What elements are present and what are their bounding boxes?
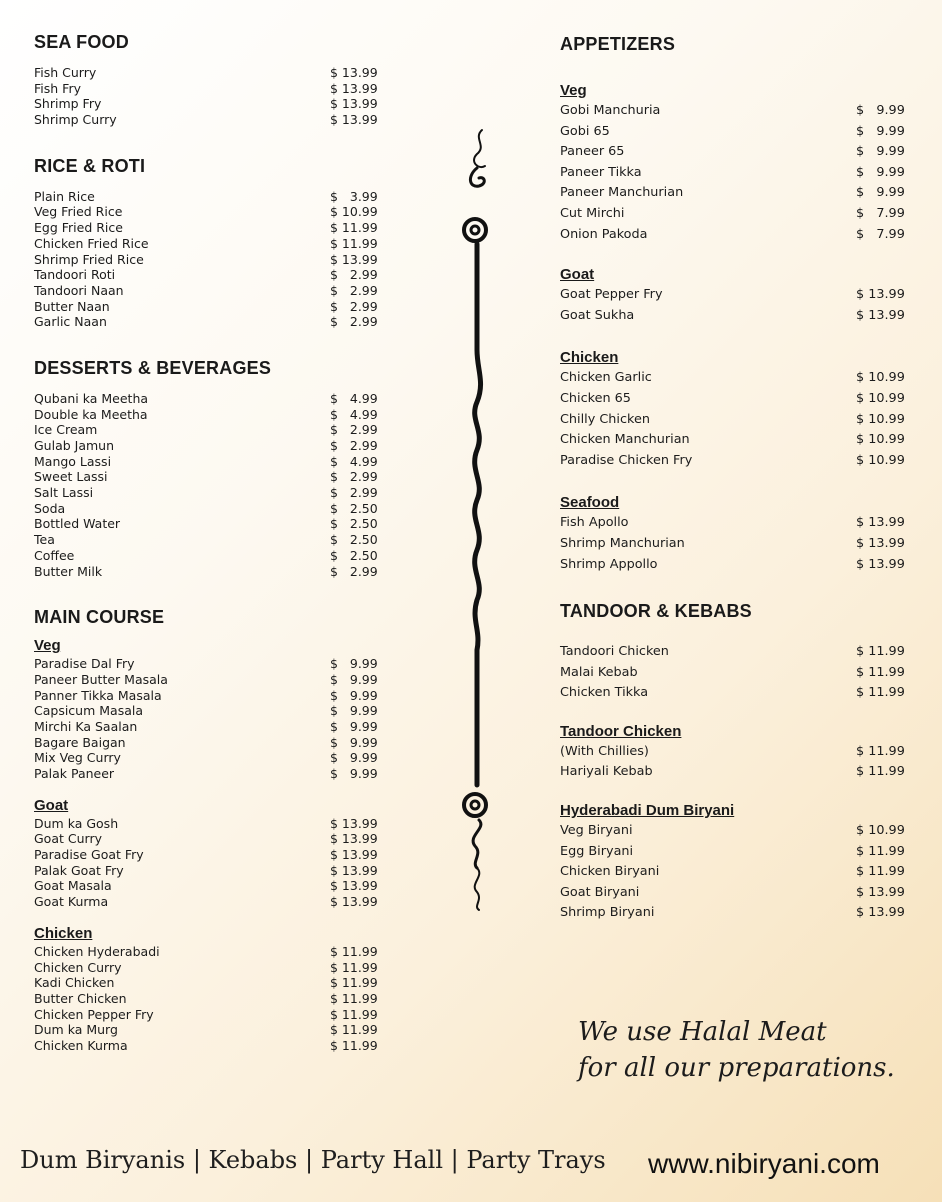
menu-item-name: Goat Kurma xyxy=(34,894,109,910)
menu-item-price: $ 13.99 xyxy=(856,905,905,921)
menu-item-name: Panner Tikka Masala xyxy=(34,687,162,703)
menu-item-price: $ 2.99 xyxy=(330,314,378,330)
menu-item-name: Mango Lassi xyxy=(34,453,112,469)
menu-item-name: Chicken Garlic xyxy=(560,370,652,386)
menu-item-name: Chilly Chicken xyxy=(560,411,650,427)
menu-item-price: $ 9.99 xyxy=(330,750,378,766)
menu-item-row xyxy=(560,534,912,555)
menu-item-name: Cut Mirchi xyxy=(560,205,625,221)
menu-item-name: Fish Fry xyxy=(34,80,81,96)
menu-item-row xyxy=(34,422,394,438)
menu-list-rice-roti xyxy=(34,189,394,330)
menu-item-row xyxy=(34,750,394,766)
menu-item-name: Chicken Biryani xyxy=(560,864,660,880)
menu-item-name: Tandoori Naan xyxy=(34,282,124,298)
subsection-title-app-veg: Veg xyxy=(560,82,587,99)
menu-item-name: Fish Curry xyxy=(34,65,97,80)
menu-item-price: $ 9.99 xyxy=(856,144,905,160)
menu-item-name: Paneer Manchurian xyxy=(560,185,684,201)
menu-item-price: $ 9.99 xyxy=(330,703,378,719)
menu-item-price: $ 10.99 xyxy=(330,204,378,220)
menu-item-name: Bagare Baigan xyxy=(34,734,126,750)
menu-item-name: Coffee xyxy=(34,547,75,563)
menu-item-price: $ 2.50 xyxy=(330,547,378,563)
menu-item-row xyxy=(34,438,394,454)
menu-list-biryani xyxy=(560,821,912,924)
menu-item-price: $ 13.99 xyxy=(330,65,378,80)
menu-item-name: Gobi Manchuria xyxy=(560,103,661,118)
menu-item-price: $ 11.99 xyxy=(330,235,378,251)
menu-item-row xyxy=(34,847,394,863)
menu-item-name: Fish Apollo xyxy=(560,515,629,531)
menu-item-price: $ 10.99 xyxy=(856,823,905,839)
menu-item-row xyxy=(34,501,394,517)
menu-item-row xyxy=(560,883,912,904)
menu-item-name: Garlic Naan xyxy=(34,314,107,330)
menu-item-name: Butter Chicken xyxy=(34,990,127,1006)
menu-item-row xyxy=(560,513,912,534)
menu-item-price: $ 9.99 xyxy=(856,164,905,180)
menu-item-name: Chicken Tikka xyxy=(560,685,649,701)
menu-item-row xyxy=(34,656,394,672)
menu-item-price: $ 13.99 xyxy=(330,831,378,847)
footer-tagline: Dum Biryanis | Kebabs | Party Hall | Party Trays xyxy=(20,1146,606,1174)
menu-item-price: $ 7.99 xyxy=(856,205,905,221)
menu-item-row xyxy=(560,451,912,472)
menu-item-name: Shrimp Manchurian xyxy=(560,535,685,551)
menu-item-price: $ 10.99 xyxy=(856,370,905,386)
section-title-desserts: DESSERTS & BEVERAGES xyxy=(34,357,272,378)
menu-item-price: $ 10.99 xyxy=(856,452,905,468)
menu-item-price: $ 13.99 xyxy=(856,884,905,900)
menu-item-price: $ 11.99 xyxy=(330,1037,378,1053)
menu-item-name: Goat Pepper Fry xyxy=(560,287,663,303)
menu-item-name: Dum ka Murg xyxy=(34,1022,118,1038)
menu-item-name: Gobi 65 xyxy=(560,123,610,139)
menu-item-name: Goat Curry xyxy=(34,831,102,847)
menu-item-row xyxy=(560,225,912,246)
menu-item-row xyxy=(34,735,394,751)
menu-item-price: $ 2.99 xyxy=(330,563,378,579)
section-title-appetizers: APPETIZERS xyxy=(560,34,676,54)
ornamental-divider-icon xyxy=(455,120,505,920)
menu-item-price: $ 13.99 xyxy=(330,96,378,112)
menu-item-price: $ 13.99 xyxy=(330,80,378,96)
menu-item-row xyxy=(34,894,394,910)
menu-item-name: Goat Masala xyxy=(34,878,112,894)
menu-item-row xyxy=(34,564,394,580)
menu-item-row xyxy=(560,204,912,225)
right-menu-column xyxy=(560,34,912,924)
menu-item-price: $ 4.99 xyxy=(330,406,378,422)
menu-item-price: $ 9.99 xyxy=(856,103,905,118)
halal-note-line2: for all our preparations. xyxy=(578,1053,895,1083)
menu-item-price: $ 10.99 xyxy=(856,432,905,448)
menu-list-main-chicken xyxy=(34,944,394,1054)
menu-item-name: Onion Pakoda xyxy=(560,226,648,242)
menu-list-desserts xyxy=(34,391,394,579)
menu-item-price: $ 9.99 xyxy=(330,766,378,781)
section-title-tandoor-kebabs: TANDOOR & KEBABS xyxy=(560,601,752,622)
menu-item-row xyxy=(34,96,394,112)
menu-item-row xyxy=(560,762,912,783)
menu-item-name: Chicken 65 xyxy=(560,390,631,406)
menu-item-row xyxy=(34,878,394,894)
menu-item-name: Goat Sukha xyxy=(560,307,635,323)
menu-item-price: $ 11.99 xyxy=(856,864,905,880)
menu-item-row xyxy=(34,991,394,1007)
menu-item-row xyxy=(34,469,394,485)
menu-item-price: $ 9.99 xyxy=(856,123,905,139)
menu-item-name: Shrimp Appollo xyxy=(560,556,658,572)
menu-item-row xyxy=(560,555,912,576)
menu-item-price: $ 10.99 xyxy=(856,411,905,427)
menu-item-name: Chicken Pepper Fry xyxy=(34,1006,154,1022)
subsection-title-main-goat: Goat xyxy=(34,796,69,814)
menu-item-row xyxy=(34,719,394,735)
menu-item-price: $ 11.99 xyxy=(330,220,378,236)
menu-item-row xyxy=(560,306,912,327)
menu-item-name: Shrimp Fried Rice xyxy=(34,251,144,267)
menu-item-name: Palak Goat Fry xyxy=(34,862,124,878)
menu-item-price: $ 2.50 xyxy=(330,532,378,548)
menu-item-row xyxy=(34,65,394,81)
menu-item-row xyxy=(34,1007,394,1023)
menu-item-price: $ 2.50 xyxy=(330,500,378,516)
halal-note xyxy=(578,1014,918,1086)
menu-item-name: Mix Veg Curry xyxy=(34,750,121,766)
menu-item-name: (With Chillies) xyxy=(560,743,649,759)
menu-item-price: $ 13.99 xyxy=(330,251,378,267)
menu-item-name: Chicken Hyderabadi xyxy=(34,943,160,959)
menu-item-name: Chicken Fried Rice xyxy=(34,235,149,251)
menu-item-name: Paneer 65 xyxy=(560,144,625,160)
menu-item-row xyxy=(34,532,394,548)
menu-item-name: Ice Cream xyxy=(34,422,98,438)
menu-item-name: Capsicum Masala xyxy=(34,703,144,719)
menu-item-price: $ 2.50 xyxy=(330,516,378,532)
menu-item-price: $ 9.99 xyxy=(330,718,378,734)
menu-item-price: $ 11.99 xyxy=(856,644,905,660)
menu-item-name: Egg Biryani xyxy=(560,843,634,859)
menu-item-name: Qubani ka Meetha xyxy=(34,390,149,406)
menu-item-name: Sweet Lassi xyxy=(34,469,108,485)
menu-item-row xyxy=(560,642,912,663)
menu-item-row xyxy=(34,960,394,976)
menu-list-app-seafood xyxy=(560,513,912,575)
menu-item-name: Malai Kebab xyxy=(560,664,638,680)
menu-item-row xyxy=(34,204,394,220)
menu-item-price: $ 9.99 xyxy=(330,656,378,672)
menu-item-price: $ 11.99 xyxy=(330,975,378,991)
menu-item-price: $ 13.99 xyxy=(856,307,905,323)
menu-item-row xyxy=(560,903,912,924)
menu-item-price: $ 2.99 xyxy=(330,298,378,314)
menu-item-row xyxy=(34,975,394,991)
menu-item-row xyxy=(34,252,394,268)
menu-item-name: Paneer Butter Masala xyxy=(34,671,168,687)
menu-item-name: Palak Paneer xyxy=(34,766,115,781)
menu-item-price: $ 11.99 xyxy=(330,959,378,975)
menu-item-price: $ 11.99 xyxy=(330,943,378,959)
menu-item-price: $ 13.99 xyxy=(330,815,378,831)
menu-item-name: Soda xyxy=(34,500,66,516)
menu-item-price: $ 13.99 xyxy=(330,112,378,128)
menu-item-price: $ 9.99 xyxy=(330,734,378,750)
menu-item-row xyxy=(34,703,394,719)
menu-item-price: $ 4.99 xyxy=(330,390,378,406)
menu-item-name: Kadi Chicken xyxy=(34,975,115,991)
menu-item-row xyxy=(560,389,912,410)
menu-item-name: Butter Milk xyxy=(34,563,103,579)
menu-item-row xyxy=(560,410,912,431)
menu-item-name: Shrimp Curry xyxy=(34,112,117,128)
subsection-title-tandoor-chicken: Tandoor Chicken xyxy=(560,722,682,740)
menu-item-price: $ 2.99 xyxy=(330,282,378,298)
menu-item-row xyxy=(560,663,912,684)
menu-item-price: $ 11.99 xyxy=(330,990,378,1006)
menu-item-price: $ 13.99 xyxy=(856,515,905,531)
menu-item-row xyxy=(34,672,394,688)
menu-item-name: Chicken Curry xyxy=(34,959,122,975)
menu-item-row xyxy=(34,283,394,299)
menu-item-name: Tandoori Chicken xyxy=(560,644,669,660)
menu-item-row xyxy=(34,220,394,236)
menu-item-row xyxy=(560,285,912,306)
menu-item-row xyxy=(34,1022,394,1038)
menu-item-price: $ 11.99 xyxy=(856,764,905,780)
menu-item-row xyxy=(34,944,394,960)
menu-item-name: Paradise Dal Fry xyxy=(34,656,135,672)
menu-item-row xyxy=(560,163,912,184)
menu-item-price: $ 13.99 xyxy=(330,894,378,910)
menu-item-price: $ 11.99 xyxy=(330,1022,378,1038)
menu-item-row xyxy=(560,183,912,204)
menu-item-row xyxy=(34,267,394,283)
menu-item-row xyxy=(34,863,394,879)
menu-item-price: $ 11.99 xyxy=(856,743,905,759)
menu-item-name: Dum ka Gosh xyxy=(34,815,119,831)
subsection-title-app-chicken: Chicken xyxy=(560,349,619,367)
menu-item-row xyxy=(34,1038,394,1054)
footer-website-link[interactable]: www.nibiryani.com xyxy=(648,1148,880,1179)
menu-item-name: Goat Biryani xyxy=(560,884,640,900)
menu-item-row xyxy=(34,299,394,315)
menu-item-row xyxy=(560,742,912,763)
menu-list-tandoor-chicken xyxy=(560,742,912,783)
menu-item-name: Tea xyxy=(34,532,55,548)
menu-item-row xyxy=(560,821,912,842)
menu-item-price: $ 13.99 xyxy=(330,847,378,863)
menu-item-name: Paradise Goat Fry xyxy=(34,847,144,863)
menu-item-price: $ 11.99 xyxy=(856,843,905,859)
menu-item-row xyxy=(34,831,394,847)
menu-list-app-goat xyxy=(560,285,912,326)
menu-item-name: Gulab Jamun xyxy=(34,438,115,453)
menu-item-name: Paradise Chicken Fry xyxy=(560,452,693,468)
menu-item-row xyxy=(560,142,912,163)
menu-item-name: Egg Fried Rice xyxy=(34,220,123,236)
subsection-title-main-veg: Veg xyxy=(34,637,61,655)
section-title-sea-food: SEA FOOD xyxy=(34,32,129,52)
menu-item-price: $ 2.99 xyxy=(330,469,378,485)
halal-note-line1: We use Halal Meat xyxy=(578,1017,827,1047)
menu-item-price: $ 9.99 xyxy=(330,671,378,687)
menu-item-name: Butter Naan xyxy=(34,298,110,314)
menu-item-row xyxy=(34,516,394,532)
menu-item-name: Tandoori Roti xyxy=(34,267,116,283)
menu-item-price: $ 2.99 xyxy=(330,267,378,283)
menu-item-price: $ 2.99 xyxy=(330,485,378,501)
menu-item-name: Hariyali Kebab xyxy=(560,764,653,780)
subsection-title-biryani: Hyderabadi Dum Biryani xyxy=(560,802,735,820)
menu-item-row xyxy=(560,862,912,883)
menu-item-price: $ 3.99 xyxy=(330,188,378,204)
menu-item-row xyxy=(34,688,394,704)
menu-item-price: $ 9.99 xyxy=(856,185,905,201)
menu-item-row xyxy=(34,407,394,423)
menu-item-price: $ 7.99 xyxy=(856,226,905,242)
menu-item-price: $ 13.99 xyxy=(330,878,378,894)
menu-item-row xyxy=(34,766,394,782)
menu-item-price: $ 4.99 xyxy=(330,453,378,469)
menu-item-row xyxy=(34,112,394,128)
menu-item-name: Chicken Manchurian xyxy=(560,432,690,448)
menu-item-name: Bottled Water xyxy=(34,516,121,532)
subsection-title-app-goat: Goat xyxy=(560,266,595,284)
menu-item-row xyxy=(560,368,912,389)
subsection-title-app-seafood: Seafood xyxy=(560,494,620,512)
menu-list-app-chicken xyxy=(560,368,912,471)
menu-item-price: $ 2.99 xyxy=(330,438,378,453)
menu-item-row xyxy=(34,485,394,501)
menu-list-main-veg xyxy=(34,656,394,782)
menu-item-name: Shrimp Biryani xyxy=(560,905,655,921)
menu-item-row xyxy=(560,683,912,704)
menu-item-name: Shrimp Fry xyxy=(34,96,102,112)
menu-item-price: $ 10.99 xyxy=(856,390,905,406)
menu-item-row xyxy=(560,430,912,451)
section-title-rice-roti: RICE & ROTI xyxy=(34,155,146,176)
menu-item-row xyxy=(34,454,394,470)
menu-item-name: Chicken Kurma xyxy=(34,1037,128,1053)
menu-item-name: Mirchi Ka Saalan xyxy=(34,718,138,734)
menu-item-row xyxy=(34,236,394,252)
menu-item-name: Veg Biryani xyxy=(560,823,633,839)
menu-item-name: Double ka Meetha xyxy=(34,406,148,422)
menu-item-price: $ 11.99 xyxy=(856,664,905,680)
menu-item-name: Plain Rice xyxy=(34,188,95,204)
menu-item-price: $ 9.99 xyxy=(330,687,378,703)
menu-item-row xyxy=(560,101,912,122)
menu-item-row xyxy=(560,122,912,143)
menu-item-row xyxy=(560,842,912,863)
menu-item-price: $ 13.99 xyxy=(856,535,905,551)
menu-item-row xyxy=(34,189,394,205)
menu-item-name: Paneer Tikka xyxy=(560,164,642,180)
menu-item-row xyxy=(34,548,394,564)
section-title-main-course: MAIN COURSE xyxy=(34,607,165,628)
menu-item-row xyxy=(34,816,394,832)
menu-item-price: $ 11.99 xyxy=(856,685,905,701)
subsection-title-main-chicken: Chicken xyxy=(34,924,93,942)
menu-list-main-goat xyxy=(34,816,394,910)
menu-item-price: $ 13.99 xyxy=(856,556,905,572)
menu-list-app-veg xyxy=(560,101,912,245)
menu-list-sea-food xyxy=(34,65,394,128)
menu-item-row xyxy=(34,314,394,330)
menu-item-price: $ 2.99 xyxy=(330,422,378,438)
menu-list-tandoor xyxy=(560,642,912,704)
menu-item-row xyxy=(34,81,394,97)
menu-item-name: Veg Fried Rice xyxy=(34,204,123,220)
menu-item-price: $ 13.99 xyxy=(856,287,905,303)
menu-item-price: $ 11.99 xyxy=(330,1006,378,1022)
menu-item-row xyxy=(34,391,394,407)
menu-item-name: Salt Lassi xyxy=(34,485,94,501)
menu-item-price: $ 13.99 xyxy=(330,862,378,878)
left-menu-column xyxy=(34,32,394,1054)
